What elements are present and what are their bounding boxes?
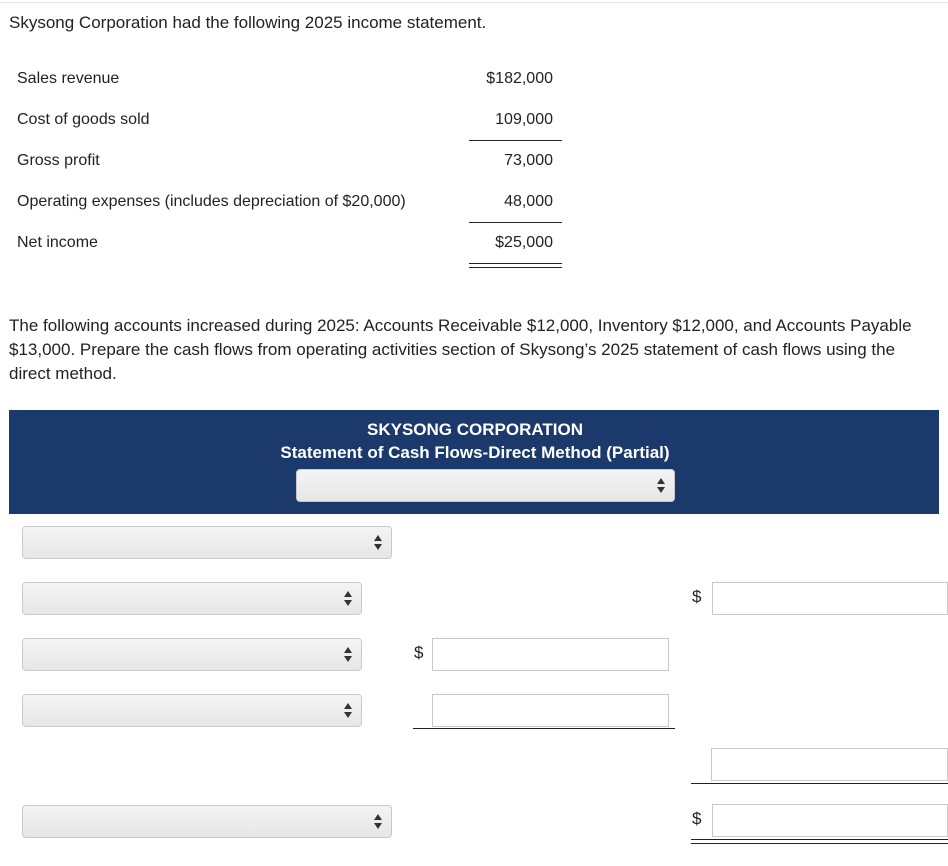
operating-expenses-label: Operating expenses (includes depreciation of $20,000)	[17, 193, 406, 210]
instructions-text: The following accounts increased during 2025: Accounts Receivable $12,000, Inventory $12,000, and Accounts Payable $13,000. Prepare the cash flows from operating activities section of Skysong’s 2025 statement of cash flows using the direct method.	[9, 316, 912, 383]
row-5-underline	[691, 783, 948, 784]
row-2-amount-input[interactable]	[712, 582, 948, 615]
select-arrows-icon	[343, 591, 353, 607]
select-arrows-icon	[343, 703, 353, 719]
period-select[interactable]	[296, 469, 675, 502]
sales-revenue-value: $182,000	[486, 70, 553, 87]
row-1-select[interactable]	[22, 526, 392, 559]
net-income-double-underline-2	[469, 267, 562, 268]
row-6-amount-input[interactable]	[712, 804, 948, 837]
row-4-underline	[413, 728, 675, 729]
select-arrows-icon	[343, 647, 353, 663]
select-arrows-icon	[656, 478, 666, 494]
company-name: SKYSONG CORPORATION	[367, 420, 583, 439]
top-divider	[0, 2, 948, 3]
row-6-dollar-sign: $	[692, 809, 702, 828]
net-income-double-underline-1	[469, 263, 562, 264]
operating-expenses-value: 48,000	[504, 193, 553, 210]
operating-expenses-underline	[469, 222, 562, 223]
row-6-double-underline-2	[691, 843, 948, 844]
row-4-select[interactable]	[22, 694, 362, 727]
gross-profit-value: 73,000	[504, 152, 553, 169]
statement-title: Statement of Cash Flows-Direct Method (Partial)	[280, 443, 670, 462]
row-2-dollar-sign: $	[692, 587, 702, 606]
row-2-select[interactable]	[22, 582, 362, 615]
row-3-select[interactable]	[22, 638, 362, 671]
row-3-dollar-sign: $	[414, 643, 424, 662]
select-arrows-icon	[373, 814, 383, 830]
row-3-amount-input[interactable]	[432, 638, 669, 671]
cogs-label: Cost of goods sold	[17, 111, 150, 128]
net-income-label: Net income	[17, 234, 98, 251]
row-4-amount-input[interactable]	[432, 694, 669, 727]
intro-text: Skysong Corporation had the following 2025 income statement.	[9, 13, 487, 32]
row-6-select[interactable]	[22, 805, 392, 838]
cogs-underline	[469, 140, 562, 141]
row-5-amount-input[interactable]	[711, 748, 948, 781]
sales-revenue-label: Sales revenue	[17, 70, 120, 87]
row-6-double-underline-1	[691, 839, 948, 840]
net-income-value: $25,000	[495, 234, 553, 251]
cogs-value: 109,000	[495, 111, 553, 128]
select-arrows-icon	[373, 535, 383, 551]
gross-profit-label: Gross profit	[17, 152, 100, 169]
